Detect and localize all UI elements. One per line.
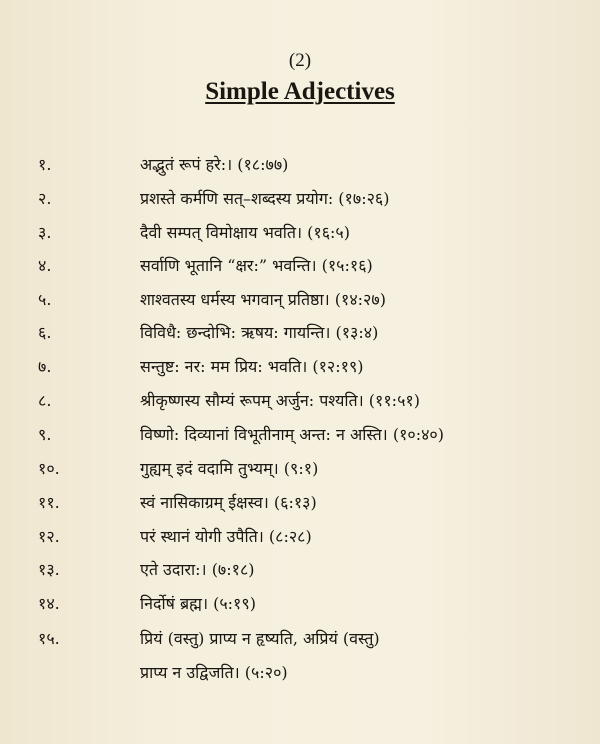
item-sentence: परं स्थानं योगी उपैति। (८:२८) <box>140 527 312 546</box>
list-item <box>0 420 600 450</box>
item-number: १. <box>38 155 52 174</box>
item-number: ११. <box>38 493 60 512</box>
item-sentence: अद्भुतं रूपं हरे:। (१८:७७) <box>140 155 289 174</box>
item-sentence: गुह्यम् इदं वदामि तुभ्यम्। (९:१) <box>140 459 319 478</box>
page-number: (2) <box>288 50 312 71</box>
item-number: १०. <box>38 459 60 478</box>
list-item <box>0 386 600 416</box>
list-item <box>0 555 600 585</box>
item-number: १४. <box>38 594 60 613</box>
item-sentence: स्वं नासिकाग्रम् ईक्षस्व। (६:१३) <box>140 493 317 512</box>
title-text: Simple Adjectives <box>205 78 395 105</box>
item-sentence: सर्वाणि भूतानि “क्षर:” भवन्ति। (१५:१६) <box>140 256 373 275</box>
item-sentence: प्रियं (वस्तु) प्राप्य न हृष्यति, अप्रियं (वस्तु) <box>140 629 380 648</box>
item-sentence: विष्णो: दिव्यानां विभूतीनाम् अन्त: न अस्ति। (१०:४०) <box>140 425 444 444</box>
list-item <box>0 352 600 382</box>
item-sentence: विविधै: छन्दोभि: ऋषय: गायन्ति। (१३:४) <box>140 323 379 342</box>
list-item <box>0 658 600 688</box>
list-item <box>0 150 600 180</box>
item-sentence: निर्दोषं ब्रह्म। (५:१९) <box>140 594 256 613</box>
item-sentence: एते उदारा:। (७:१८) <box>140 560 255 579</box>
item-number: ९. <box>38 425 52 444</box>
item-number: ७. <box>38 357 52 376</box>
list-item <box>0 624 600 654</box>
item-sentence: शाश्वतस्य धर्मस्य भगवान् प्रतिष्ठा। (१४:२७) <box>140 290 386 309</box>
list-item <box>0 218 600 248</box>
item-number: १५. <box>38 629 60 648</box>
list-item <box>0 318 600 348</box>
item-number: ६. <box>38 323 52 342</box>
item-number: ४. <box>38 256 52 275</box>
page-title <box>0 78 600 106</box>
item-sentence: प्रशस्ते कर्मणि सत्–शब्दस्य प्रयोग: (१७:२६) <box>140 189 390 208</box>
item-sentence: श्रीकृष्णस्य सौम्यं रूपम् अर्जुन: पश्यति। (११:५१) <box>140 391 420 410</box>
item-number: ३. <box>38 223 52 242</box>
item-number: ५. <box>38 290 52 309</box>
list-item <box>0 285 600 315</box>
item-sentence: प्राप्य न उद्विजति। (५:२०) <box>140 663 288 682</box>
list-item <box>0 454 600 484</box>
item-number: २. <box>38 189 52 208</box>
list-item <box>0 251 600 281</box>
list-item <box>0 522 600 552</box>
item-sentence: सन्तुष्ट: नर: मम प्रिय: भवति। (१२:१९) <box>140 357 364 376</box>
list-item <box>0 589 600 619</box>
item-number: १२. <box>38 527 60 546</box>
list-item <box>0 184 600 214</box>
list-item <box>0 488 600 518</box>
item-number: ८. <box>38 391 52 410</box>
item-number: १३. <box>38 560 60 579</box>
item-sentence: दैवी सम्पत् विमोक्षाय भवति। (१६:५) <box>140 223 350 242</box>
